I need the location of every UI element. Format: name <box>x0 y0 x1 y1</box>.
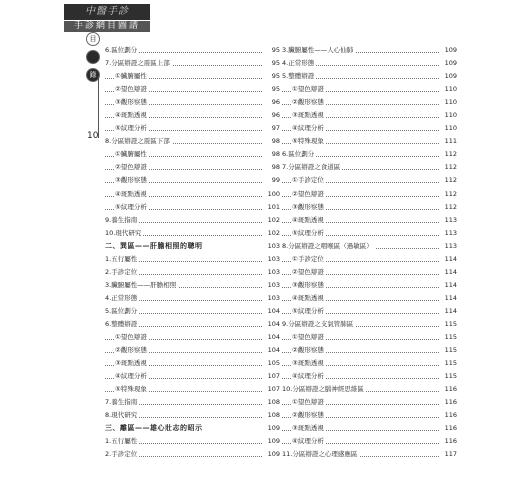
toc-entry <box>282 188 457 201</box>
toc-entry-title: ②觀形察態 <box>115 344 149 357</box>
toc-entry-title: ④紋理分析 <box>115 370 149 383</box>
toc-entry-title: ②望色辯證 <box>115 161 149 174</box>
toc-entry-title: ③觀形察態 <box>115 174 149 187</box>
toc-entry-page: 114 <box>441 292 457 305</box>
side-tab-lu: 錄 <box>86 68 100 82</box>
toc-entry-page: 95 <box>264 57 280 70</box>
toc-entry-page: 101 <box>264 201 280 214</box>
toc-entry <box>105 331 280 344</box>
toc-entry-page: 103 <box>264 253 280 266</box>
toc-entry <box>105 174 280 187</box>
toc-entry-page: 109 <box>264 435 280 448</box>
toc-entry-page: 102 <box>264 214 280 227</box>
toc-entry <box>282 370 457 383</box>
toc-entry-page: 115 <box>441 357 457 370</box>
toc-entry-title: ②望色辯證 <box>292 266 326 279</box>
toc-entry <box>282 266 457 279</box>
toc-entry-page: 107 <box>264 383 280 396</box>
toc-entry <box>105 370 280 383</box>
toc-entry-page: 115 <box>441 331 457 344</box>
toc-entry-page: 112 <box>441 161 457 174</box>
toc-entry-page: 112 <box>441 174 457 187</box>
toc-left-column <box>105 44 280 462</box>
toc-entry-title: ④斑點透視 <box>115 188 149 201</box>
toc-entry-page: 115 <box>441 370 457 383</box>
toc-entry-title: ③觀形察態 <box>292 279 326 292</box>
toc-entry-title: ①手診定位 <box>292 174 326 187</box>
toc-entry <box>282 305 457 318</box>
toc-entry-title: 6.整體辯證 <box>105 318 139 331</box>
toc-entry <box>282 83 457 96</box>
toc-entry-page: 112 <box>441 148 457 161</box>
toc-entry-page: 116 <box>441 383 457 396</box>
toc-entry-page: 114 <box>441 305 457 318</box>
toc-entry-page: 110 <box>441 83 457 96</box>
toc-entry-page: 115 <box>441 318 457 331</box>
toc-entry-page: 110 <box>441 109 457 122</box>
toc-entry <box>105 83 280 96</box>
toc-entry <box>282 318 457 331</box>
toc-entry-title: ⑤紋理分析 <box>115 122 149 135</box>
toc-entry <box>282 422 457 435</box>
toc-entry-title: 三、離區——雄心壯志的昭示 <box>105 422 205 435</box>
toc-entry-page: 111 <box>441 135 457 148</box>
toc-entry <box>105 148 280 161</box>
toc-entry <box>105 44 280 57</box>
toc-entry-page: 110 <box>441 122 457 135</box>
toc-entry-page: 98 <box>264 161 280 174</box>
toc-entry <box>105 161 280 174</box>
toc-entry-page: 105 <box>264 357 280 370</box>
toc-entry-page: 112 <box>441 188 457 201</box>
page-number: 10 <box>87 131 99 141</box>
toc-entry-title: 7.分區辯證之食道區 <box>282 161 342 174</box>
toc-entry-page: 113 <box>441 240 457 253</box>
toc-entry-title: ③斑點透視 <box>292 109 326 122</box>
toc-entry <box>282 174 457 187</box>
toc-entry-page: 109 <box>441 44 457 57</box>
toc-entry-title: ②望色辯證 <box>292 188 326 201</box>
toc-entry-page: 109 <box>264 448 280 461</box>
book-header <box>64 4 150 32</box>
side-tab-mu: 目 <box>86 32 100 46</box>
toc-entry-title: 2.手診定位 <box>105 266 139 279</box>
toc-entry-title: ④紋理分析 <box>292 370 326 383</box>
toc-entry-page: 109 <box>264 422 280 435</box>
toc-entry <box>105 96 280 109</box>
toc-entry <box>105 305 280 318</box>
toc-entry <box>282 279 457 292</box>
toc-entry-title: ③斑點透視 <box>292 422 326 435</box>
toc-entry-title: 二、巽區——肝膽相照的聰明 <box>105 240 205 253</box>
toc-entry <box>282 109 457 122</box>
toc-entry <box>282 122 457 135</box>
toc-entry-page: 99 <box>264 174 280 187</box>
toc-entry-page: 114 <box>441 266 457 279</box>
toc-section-heading <box>105 240 280 253</box>
toc-entry-title: ④紋理分析 <box>292 122 326 135</box>
toc-entry-title: 11.分區辯證之心理感應區 <box>282 448 359 461</box>
toc-entry <box>282 357 457 370</box>
toc-entry-title: 8.現代研究 <box>105 409 139 422</box>
toc-entry <box>105 383 280 396</box>
toc-entry-page: 116 <box>441 396 457 409</box>
toc-entry-page: 103 <box>264 240 280 253</box>
toc-entry-page: 102 <box>264 227 280 240</box>
toc-entry-title: ①望色辯證 <box>292 83 326 96</box>
toc-entry-page: 100 <box>264 188 280 201</box>
toc-entry-page: 116 <box>441 435 457 448</box>
toc-entry-title: ⑤特殊現象 <box>115 383 149 396</box>
toc-entry-page: 116 <box>441 422 457 435</box>
toc-entry-title: ①臟腑屬性 <box>115 70 149 83</box>
toc-entry <box>105 135 280 148</box>
toc-entry <box>282 448 457 461</box>
toc-entry-title: ④斑點透視 <box>115 109 149 122</box>
toc-entry-title: 9.養生指南 <box>105 214 139 227</box>
toc-entry <box>105 266 280 279</box>
toc-entry <box>105 435 280 448</box>
toc-entry-title: ⑤特殊現象 <box>292 135 326 148</box>
toc-entry-page: 114 <box>441 279 457 292</box>
toc-entry <box>105 122 280 135</box>
toc-entry <box>282 201 457 214</box>
toc-entry-title: 5.區位劃分 <box>105 305 139 318</box>
toc-entry-page: 95 <box>264 83 280 96</box>
toc-entry-page: 109 <box>441 70 457 83</box>
toc-entry <box>282 227 457 240</box>
toc-entry-title: 3.臟腑屬性——肝膽相照 <box>105 279 178 292</box>
toc-entry-page: 104 <box>264 331 280 344</box>
toc-entry-title: 8.分區辯證之咽喉區（過敏區） <box>282 240 375 253</box>
toc-entry-page: 96 <box>264 109 280 122</box>
toc-entry-title: ③觀形察態 <box>292 201 326 214</box>
toc-entry-title: 7.養生指南 <box>105 396 139 409</box>
toc-entry-page: 113 <box>441 227 457 240</box>
toc-entry <box>105 227 280 240</box>
margin-rule <box>98 76 99 138</box>
toc-entry <box>105 214 280 227</box>
toc-entry-title: ②觀形察態 <box>292 409 326 422</box>
toc-entry-page: 114 <box>441 253 457 266</box>
toc-entry <box>282 383 457 396</box>
toc-entry-page: 108 <box>264 409 280 422</box>
toc-entry-page: 97 <box>264 122 280 135</box>
toc-entry-page: 108 <box>264 396 280 409</box>
toc-entry-title: 7.分區辯證之震區上部 <box>105 57 172 70</box>
toc-entry-title: ②觀形察態 <box>292 344 326 357</box>
toc-entry <box>105 318 280 331</box>
toc-entry <box>105 292 280 305</box>
book-title-logo: 中醫手診 <box>64 4 150 20</box>
toc-entry-title: 10.現代研究 <box>105 227 143 240</box>
toc-entry <box>282 148 457 161</box>
toc-entry <box>282 253 457 266</box>
toc-entry-page: 104 <box>264 305 280 318</box>
toc-entry <box>282 214 457 227</box>
toc-entry <box>282 331 457 344</box>
toc-entry <box>105 409 280 422</box>
toc-entry-page: 95 <box>264 70 280 83</box>
toc-entry-page: 103 <box>264 279 280 292</box>
toc-entry-page: 98 <box>264 135 280 148</box>
toc-entry-title: ②望色辯證 <box>115 83 149 96</box>
toc-entry-page: 109 <box>441 57 457 70</box>
toc-entry-title: ⑤紋理分析 <box>292 227 326 240</box>
toc-entry-page: 103 <box>264 292 280 305</box>
toc-entry-title: 1.五行屬性 <box>105 435 139 448</box>
toc-entry <box>105 201 280 214</box>
toc-entry-page: 98 <box>264 148 280 161</box>
toc-entry-title: 2.手診定位 <box>105 448 139 461</box>
toc-entry-page: 112 <box>441 201 457 214</box>
book-subtitle: 手診網目圖譜 <box>64 21 150 32</box>
toc-entry <box>282 344 457 357</box>
toc-entry <box>282 135 457 148</box>
toc-entry <box>282 44 457 57</box>
toc-entry <box>282 96 457 109</box>
toc-entry <box>282 435 457 448</box>
toc-entry-title: 6.區位劃分 <box>282 148 316 161</box>
toc-entry-page: 116 <box>441 409 457 422</box>
toc-entry <box>282 70 457 83</box>
toc-entry-title: ④斑點透視 <box>292 214 326 227</box>
toc-entry-title: 4.正常形態 <box>282 57 316 70</box>
toc-entry-title: ①望色辯證 <box>292 331 326 344</box>
toc-right-column <box>282 44 457 462</box>
toc-entry-page: 117 <box>441 448 457 461</box>
toc-entry <box>105 57 280 70</box>
toc-entry <box>282 161 457 174</box>
toc-entry-title: 3.臟腑屬性——人心仙肺 <box>282 44 355 57</box>
toc-entry <box>105 188 280 201</box>
toc-entry-title: 1.五行屬性 <box>105 253 139 266</box>
toc-entry-title: 9.分區辯證之支氣管肺區 <box>282 318 355 331</box>
toc-entry <box>282 396 457 409</box>
toc-entry <box>282 409 457 422</box>
toc-entry <box>282 240 457 253</box>
toc-entry-page: 107 <box>264 370 280 383</box>
toc-entry-title: ④斑點透視 <box>292 292 326 305</box>
toc-entry-page: 110 <box>441 96 457 109</box>
toc-entry-title: ④紋理分析 <box>292 435 326 448</box>
toc-entry-title: 5.整體辯證 <box>282 70 316 83</box>
toc-entry-title: ①望色辯證 <box>292 396 326 409</box>
toc-entry-page: 115 <box>441 344 457 357</box>
toc-entry <box>282 292 457 305</box>
toc-entry <box>282 57 457 70</box>
toc-entry <box>105 357 280 370</box>
toc-entry-title: 4.正常形態 <box>105 292 139 305</box>
toc-entry-title: ②觀形察態 <box>292 96 326 109</box>
toc-entry-title: ①臟腑屬性 <box>115 148 149 161</box>
toc-entry-title: ①望色辯證 <box>115 331 149 344</box>
toc-entry-title: ③斑點透視 <box>115 357 149 370</box>
toc-entry-page: 113 <box>441 214 457 227</box>
toc-entry <box>105 448 280 461</box>
toc-entry-title: 6.區位劃分 <box>105 44 139 57</box>
toc-entry-page: 103 <box>264 266 280 279</box>
side-tab-circle <box>86 50 100 64</box>
toc-entry-title: ⑤紋理分析 <box>115 201 149 214</box>
toc-entry <box>105 70 280 83</box>
toc-entry-title: 8.分區辯證之震區下部 <box>105 135 172 148</box>
toc-entry <box>105 253 280 266</box>
toc-entry <box>105 109 280 122</box>
toc-entry-page: 104 <box>264 344 280 357</box>
toc-entry <box>105 344 280 357</box>
toc-entry-title: ⑤紋理分析 <box>292 305 326 318</box>
toc-entry <box>105 279 280 292</box>
toc-entry-page: 95 <box>264 44 280 57</box>
toc-entry-title: ①手診定位 <box>292 253 326 266</box>
toc-entry-title: ③斑點透視 <box>292 357 326 370</box>
toc-entry <box>105 396 280 409</box>
toc-entry-page: 104 <box>264 318 280 331</box>
toc-section-heading <box>105 422 280 435</box>
toc-entry-page: 96 <box>264 96 280 109</box>
toc-entry-title: 10.分區辯證之腦神經思維區 <box>282 383 366 396</box>
toc-entry-title: ③觀形察態 <box>115 96 149 109</box>
